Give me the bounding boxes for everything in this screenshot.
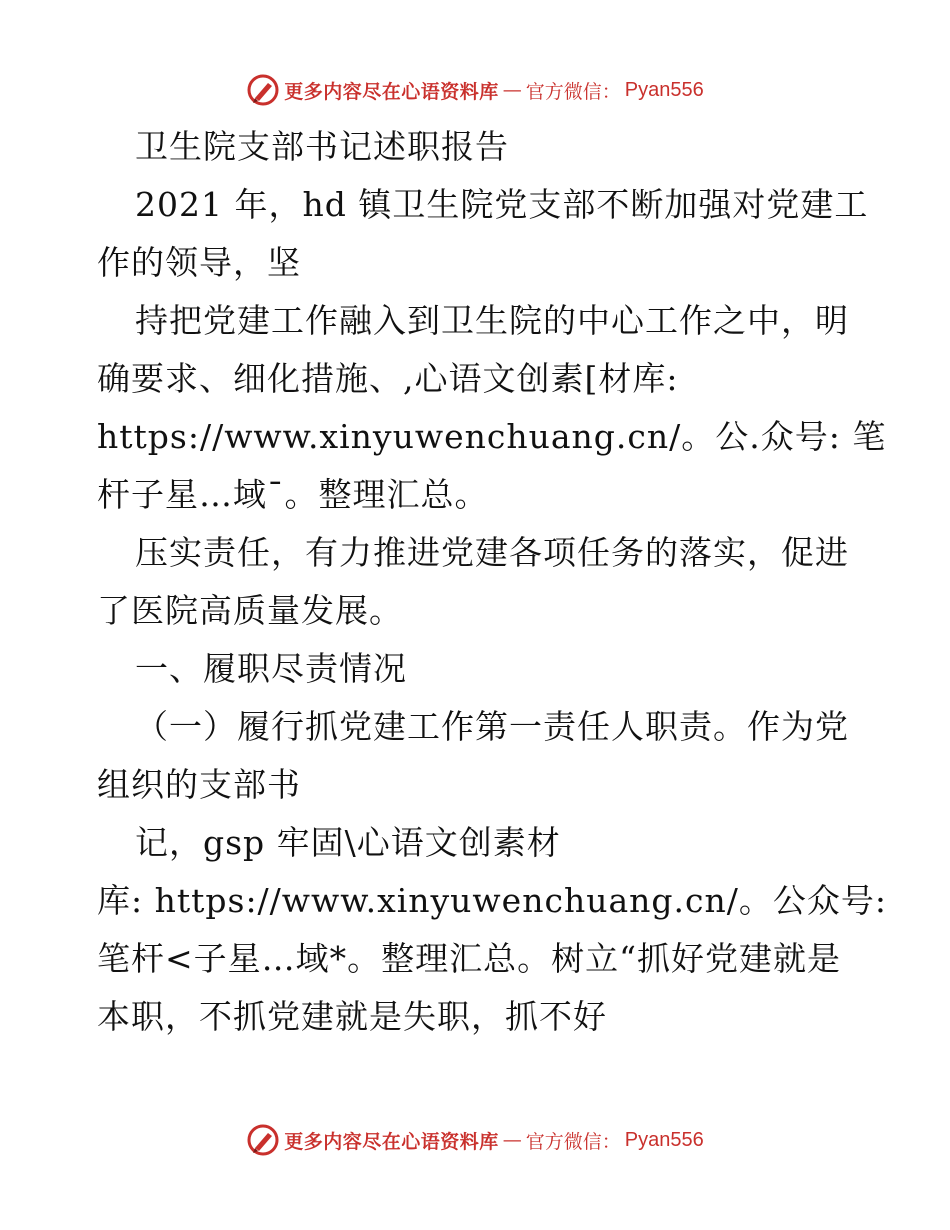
footer-banner xyxy=(0,1120,950,1160)
banner-text: 更多内容尽在心语资料库 xyxy=(284,1130,499,1153)
paragraph-line: 记，gsp 牢固\心语文创素材 xyxy=(135,823,561,862)
paragraph-line: 本职，不抓党建就是失职，抓不好 xyxy=(97,997,607,1036)
banner-wechat-label: 官方微信： xyxy=(525,1130,621,1153)
paragraph-line: https://www.xinyuwenchuang.cn/。公.众号: 笔 xyxy=(97,417,887,456)
paragraph-line: 组织的支部书 xyxy=(97,765,301,804)
paragraph-line: 了医院高质量发展。 xyxy=(97,591,403,630)
document-body xyxy=(97,118,887,1046)
paragraph-line: 2021 年，hd 镇卫生院党支部不断加强对党建工 xyxy=(135,185,869,224)
banner-separator: — xyxy=(502,79,522,101)
paragraph-line: 笔杆<子星…域*。整理汇总。树立“抓好党建就是 xyxy=(97,939,842,978)
paragraph-line: 确要求、细化措施、,心语文创素[材库: xyxy=(97,359,679,398)
banner-wechat-label: 官方微信： xyxy=(525,80,621,103)
banner-wechat-id: Pyan556 xyxy=(624,1128,704,1151)
pen-logo-icon xyxy=(246,1123,280,1157)
banner-wechat-id: Pyan556 xyxy=(624,78,704,101)
paragraph-line: 持把党建工作融入到卫生院的中心工作之中，明 xyxy=(135,301,849,340)
header-banner xyxy=(0,70,950,110)
banner-text: 更多内容尽在心语资料库 xyxy=(284,80,499,103)
paragraph-line: 作的领导，坚 xyxy=(97,243,301,282)
paragraph-line: 压实责任，有力推进党建各项任务的落实，促进 xyxy=(135,533,849,572)
section-heading: 一、履职尽责情况 xyxy=(135,649,407,688)
paragraph-line: 库: https://www.xinyuwenchuang.cn/。公众号: xyxy=(97,881,887,920)
banner-separator: — xyxy=(502,1129,522,1151)
pen-logo-icon xyxy=(246,73,280,107)
paragraph-line: 杆子星…域¯。整理汇总。 xyxy=(97,475,489,514)
paragraph-line: （一）履行抓党建工作第一责任人职责。作为党 xyxy=(135,707,849,746)
document-title: 卫生院支部书记述职报告 xyxy=(135,127,509,166)
